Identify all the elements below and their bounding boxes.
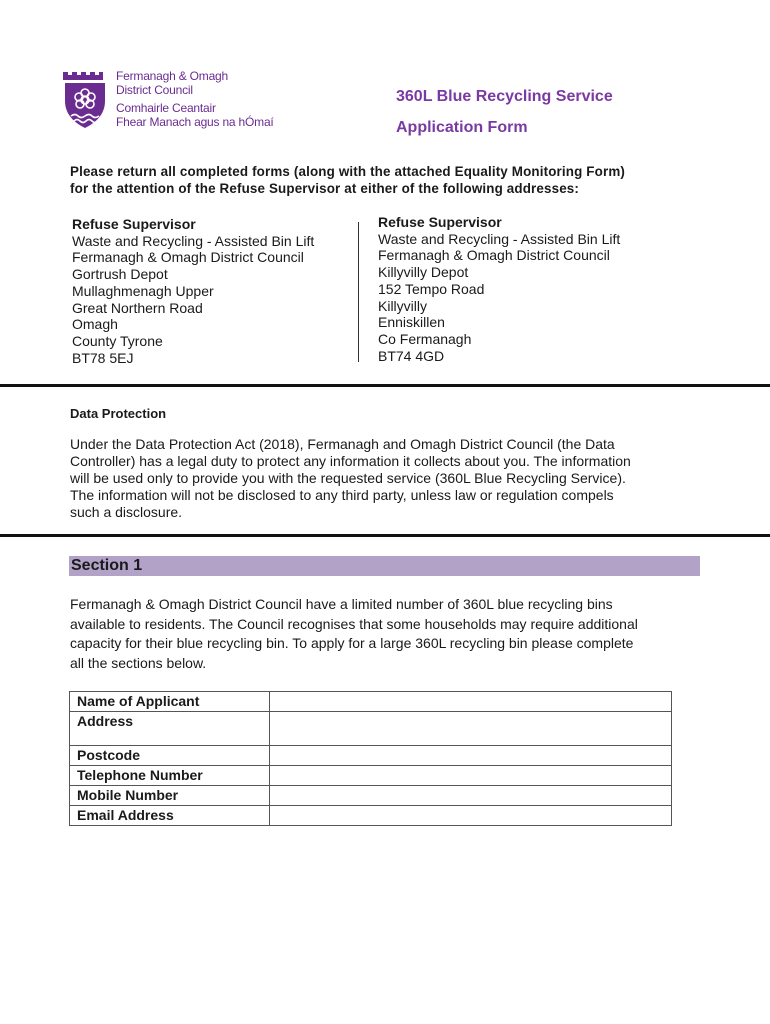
form-title: 360L Blue Recycling Service <box>396 88 613 105</box>
mobile-number-field[interactable] <box>270 786 672 806</box>
telephone-number-field[interactable] <box>270 766 672 786</box>
data-protection-line: such a disclosure. <box>70 504 183 520</box>
table-row <box>70 806 672 826</box>
address-field[interactable] <box>270 712 672 746</box>
return-instructions-line1: Please return all completed forms (along with the attached Equality Monitoring Form) <box>70 164 625 179</box>
field-label-mobile: Mobile Number <box>70 786 270 806</box>
table-row <box>70 692 672 712</box>
table-row <box>70 746 672 766</box>
address-line: BT78 5EJ <box>72 349 134 366</box>
name-of-applicant-field[interactable] <box>270 692 672 712</box>
address-line: Killyvilly <box>378 297 427 314</box>
form-subtitle: Application Form <box>396 119 528 136</box>
address-line: Co Fermanagh <box>378 330 472 347</box>
address-line: County Tyrone <box>72 332 163 349</box>
divider-rule <box>0 534 770 537</box>
field-label-name: Name of Applicant <box>70 692 270 712</box>
address-line: Omagh <box>72 316 118 333</box>
address-omagh <box>72 216 314 366</box>
data-protection-line: The information will not be disclosed to any third party, unless law or regulation compels <box>70 487 614 503</box>
data-protection-line: Under the Data Protection Act (2018), Fermanagh and Omagh District Council (the Data <box>70 436 615 452</box>
address-divider <box>358 222 359 362</box>
address-line: 152 Tempo Road <box>378 280 485 297</box>
council-crest-icon <box>63 70 107 134</box>
address-line: Fermanagh & Omagh District Council <box>378 247 610 264</box>
address-line: Mullaghmenagh Upper <box>72 282 214 299</box>
section-1-description <box>70 595 710 673</box>
address-line: Fermanagh & Omagh District Council <box>72 249 304 266</box>
council-name-ga-line1: Comhairle Ceantair <box>116 101 216 115</box>
section-1-line: Fermanagh & Omagh District Council have a limited number of 360L blue recycling bins <box>70 596 613 612</box>
field-label-telephone: Telephone Number <box>70 766 270 786</box>
field-label-address: Address <box>70 712 270 746</box>
address-line: Killyvilly Depot <box>378 264 469 281</box>
address-line: Great Northern Road <box>72 299 203 316</box>
address-enniskillen <box>378 214 620 364</box>
council-name <box>116 70 274 129</box>
section-1-line: all the sections below. <box>70 654 207 671</box>
address-line: BT74 4GD <box>378 347 445 364</box>
council-name-ga-line2: Fhear Manach agus na hÓmaí <box>116 114 274 129</box>
section-1-header <box>69 556 700 576</box>
address-line: Waste and Recycling - Assisted Bin Lift <box>72 232 315 249</box>
section-1-line: available to residents. The Council recognises that some households may require additional <box>70 615 638 632</box>
data-protection-line: will be used only to provide you with the requested service (360L Blue Recycling Service). <box>70 470 626 486</box>
table-row <box>70 712 672 746</box>
divider-rule <box>0 384 770 387</box>
address-heading: Refuse Supervisor <box>72 216 196 232</box>
address-line: Waste and Recycling - Assisted Bin Lift <box>378 230 621 247</box>
email-address-field[interactable] <box>270 806 672 826</box>
table-row <box>70 766 672 786</box>
section-1-title: Section 1 <box>71 557 143 574</box>
return-instructions <box>70 164 720 197</box>
council-logo <box>63 70 293 136</box>
data-protection-line: Controller) has a legal duty to protect any information it collects about you. The information <box>70 453 631 469</box>
address-line: Gortrush Depot <box>72 266 168 283</box>
table-row <box>70 786 672 806</box>
postcode-field[interactable] <box>270 746 672 766</box>
address-line: Enniskillen <box>378 314 445 331</box>
field-label-postcode: Postcode <box>70 746 270 766</box>
council-name-en-line2: District Council <box>116 82 193 97</box>
section-1-line: capacity for their blue recycling bin. To apply for a large 360L recycling bin please complete <box>70 635 634 651</box>
applicant-details-table <box>69 691 672 826</box>
return-instructions-line2: for the attention of the Refuse Supervisor at either of the following addresses: <box>70 180 580 196</box>
data-protection-text <box>70 436 730 521</box>
address-heading: Refuse Supervisor <box>378 214 502 230</box>
field-label-email: Email Address <box>70 806 270 826</box>
data-protection-heading: Data Protection <box>70 406 167 421</box>
council-name-en-line1: Fermanagh & Omagh <box>116 69 228 83</box>
